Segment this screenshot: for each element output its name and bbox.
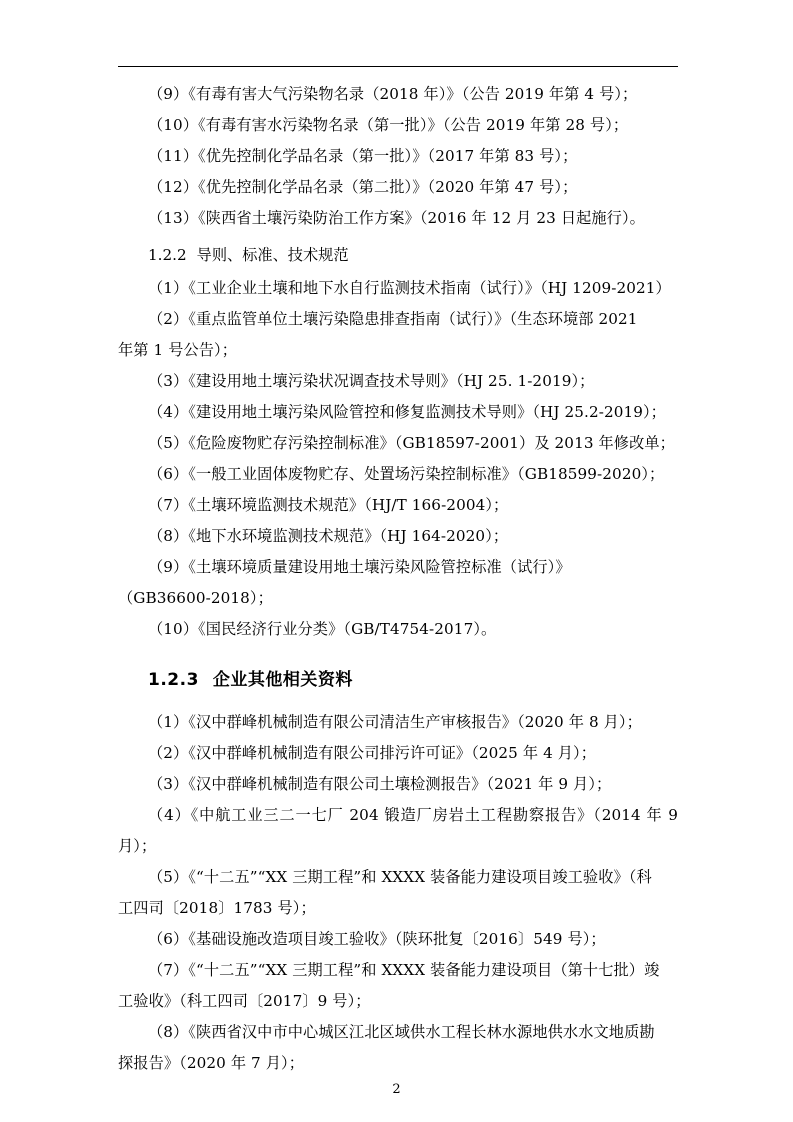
paragraph: （4）《中航工业三二一七厂 204 锻造厂房岩土工程勘察报告》（2014 年 9 月）； (118, 806, 678, 855)
page-content (118, 66, 678, 1079)
paragraph: （8）《地下水环境监测技术规范》（HJ 164-2020）； (148, 527, 509, 545)
paragraph: （4）《建设用地土壤污染风险管控和修复监测技术导则》（HJ 25.2-2019）； (148, 403, 666, 421)
paragraph: （1）《汉中群峰机械制造有限公司清洁生产审核报告》（2020 年 8 月）； (148, 713, 642, 731)
paragraph: 年第 1 号公告）； (118, 341, 238, 359)
paragraph: （7）《“十二五”“XX 三期工程”和 XXXX 装备能力建设项目（第十七批）竣 (148, 961, 660, 979)
paragraph: 工验收》（科工四司〔2017〕9 号）； (118, 992, 371, 1010)
paragraph: 工四司〔2018〕1783 号）； (118, 899, 316, 917)
paragraph: （6）《基础设施改造项目竣工验收》（陕环批复〔2016〕549 号）； (148, 930, 606, 948)
page-number: 2 (392, 1082, 401, 1097)
paragraph: （9）《有毒有害大气污染物名录（2018 年）》（公告 2019 年第 4 号）； (148, 85, 638, 103)
section-number: 1.2.3 (148, 670, 199, 690)
paragraph: 探报告》（2020 年 7 月）； (118, 1054, 304, 1072)
paragraph: （12）《优先控制化学品名录（第二批）》（2020 年第 47 号）； (148, 178, 578, 196)
paragraph: （6）《一般工业固体废物贮存、处置场污染控制标准》（GB18599-2020）； (148, 465, 665, 483)
section-title: 导则、标准、技术规范 (196, 246, 349, 264)
paragraph: （3）《建设用地土壤污染状况调查技术导则》（HJ 25. 1-2019）； (148, 372, 595, 390)
paragraph: （1）《工业企业土壤和地下水自行监测技术指南（试行）》（HJ 1209-2021） (148, 279, 671, 297)
paragraph: （2）《重点监管单位土壤污染隐患排查指南（试行）》（生态环境部 2021 (148, 310, 638, 328)
paragraph: （3）《汉中群峰机械制造有限公司土壤检测报告》（2021 年 9 月）； (148, 775, 612, 793)
paragraph: （10）《国民经济行业分类》（GB/T4754-2017）。 (148, 620, 497, 638)
paragraph: （5）《危险废物贮存污染控制标准》（GB18597-2001）及 2013 年修改单； (148, 434, 675, 452)
paragraph: （13）《陕西省土壤污染防治工作方案》（2016 年 12 月 23 日起施行）。 (148, 209, 645, 227)
paragraph: （5）《“十二五”“XX 三期工程”和 XXXX 装备能力建设项目竣工验收》（科 (148, 868, 652, 886)
section-heading-1-2-3 (118, 663, 678, 697)
paragraph: （GB36600-2018）； (118, 589, 273, 607)
section-heading-1-2-2 (118, 240, 678, 271)
section-title: 企业其他相关资料 (212, 670, 353, 690)
paragraph: （10）《有毒有害水污染物名录（第一批）》（公告 2019 年第 28 号）； (148, 116, 629, 134)
paragraph: （11）《优先控制化学品名录（第一批）》（2017 年第 83 号）； (148, 147, 578, 165)
paragraph: （7）《土壤环境监测技术规范》（HJ/T 166-2004）； (148, 496, 509, 514)
paragraph: （8）《陕西省汉中市中心城区江北区域供水工程长林水源地供水水文地质勘 (148, 1023, 655, 1041)
header-rule (118, 66, 678, 67)
paragraph: （2）《汉中群峰机械制造有限公司排污许可证》（2025 年 4 月）； (148, 744, 597, 762)
paragraph: （9）《土壤环境质量建设用地土壤污染风险管控标准（试行）》 (148, 558, 571, 576)
section-number: 1.2.2 (148, 246, 187, 264)
